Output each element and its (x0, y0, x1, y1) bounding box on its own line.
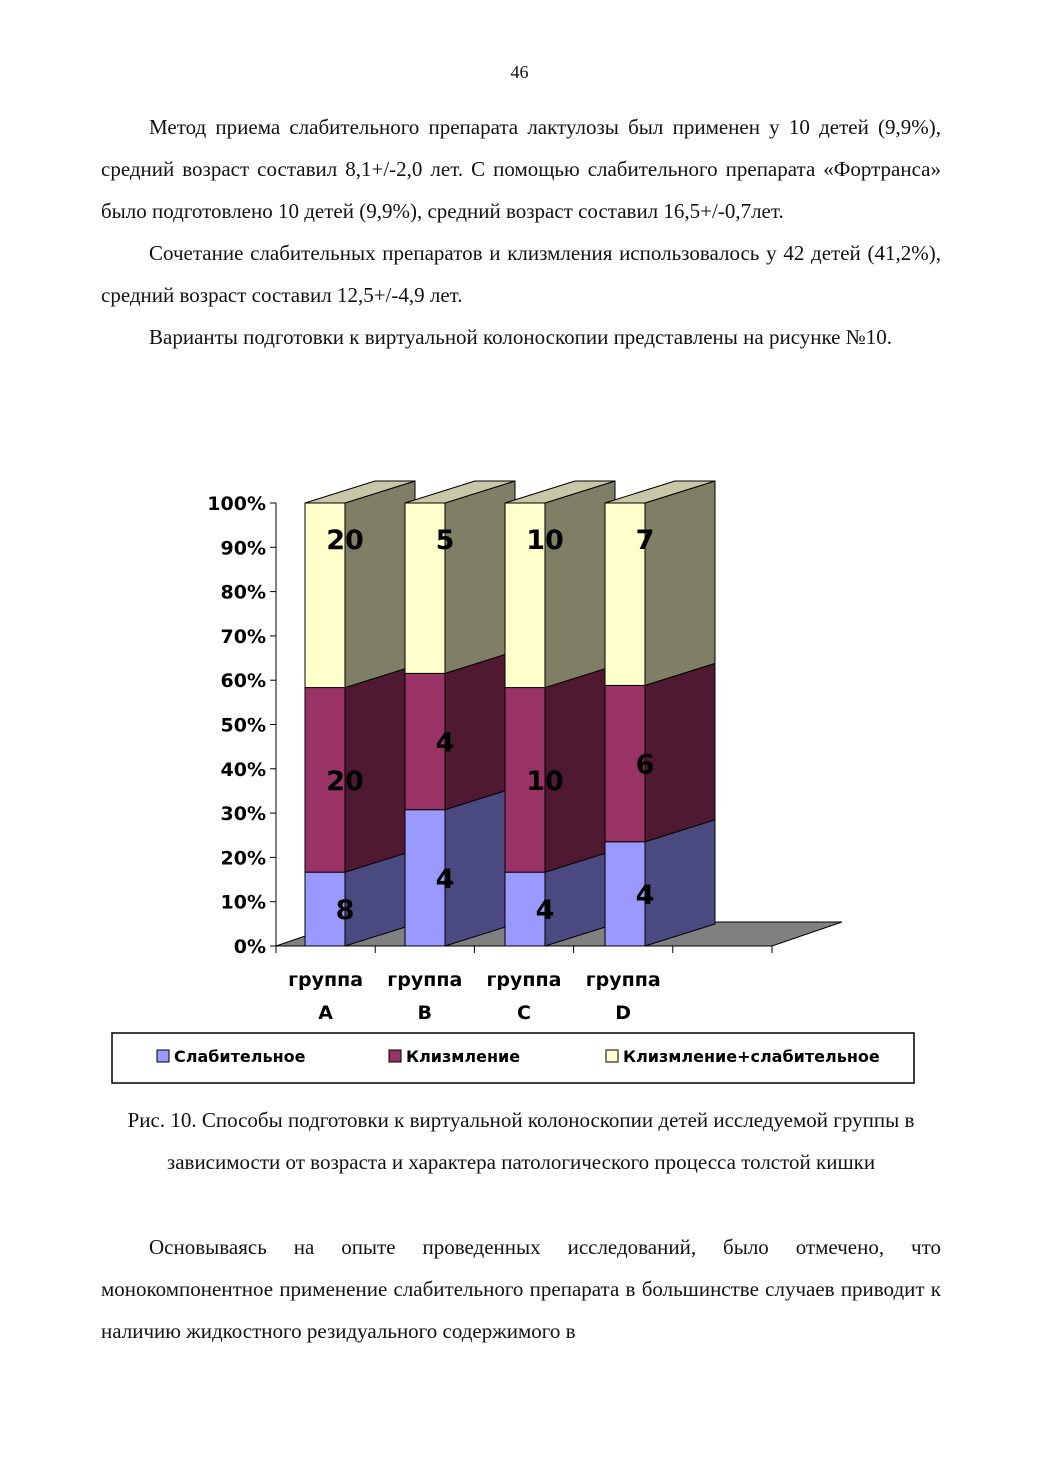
paragraph-figure-reference: Варианты подготовки к виртуальной колоноскопии представлены на рисунке №10. (149, 325, 893, 349)
x-category-label: группа (486, 969, 562, 991)
x-category-label: группа (288, 969, 364, 991)
paragraph-lactulose: Метод приема слабительного препарата лактулозы был применен у 10 детей (9,9%), средний возраст составил 8,1+/-2,0 лет. С помощью слабительного препарата «Фортранса» было подготовлено 10 детей (9,9%), средний возраст составил 16,5+/-0,7лет. (101, 115, 941, 223)
y-tick-label: 70% (220, 625, 266, 648)
y-tick-label: 0% (233, 936, 266, 958)
body-text-bottom (101, 1226, 941, 1352)
data-label: 10 (526, 525, 564, 556)
paragraph-conclusion: Основываясь на опыте проведенных исследований, было отмечено, что монокомпонентное применение слабительного препарата в большинстве случаев приводит к наличию жидкостного резидуального содержимого в (101, 1235, 941, 1343)
data-label: 4 (635, 879, 655, 911)
y-tick-label: 40% (220, 758, 266, 781)
bar-segment-side (645, 663, 715, 841)
y-tick-label: 90% (220, 537, 266, 560)
figure-caption: Рис. 10. Способы подготовки к виртуальной колоноскопии детей исследуемой группы в зависимости от возраста и характера патологического процесса толстой кишки (127, 1108, 915, 1174)
y-tick-label: 30% (220, 803, 266, 826)
y-tick-label: 100% (207, 493, 266, 515)
legend-swatch (389, 1050, 401, 1062)
y-tick-label: 80% (220, 581, 266, 604)
data-label: 4 (535, 895, 555, 927)
data-label: 7 (635, 525, 655, 556)
bar-segment-side (645, 481, 715, 685)
data-label: 6 (635, 749, 655, 781)
data-label: 20 (326, 765, 364, 797)
data-label: 5 (435, 525, 455, 556)
y-tick-label: 10% (220, 891, 266, 914)
x-category-label: C (517, 1002, 531, 1024)
data-label: 10 (526, 765, 564, 797)
data-label: 4 (435, 727, 455, 759)
paragraph-combination: Сочетание слабительных препаратов и клизмления использовалось у 42 детей (41,2%), средний возраст составил 12,5+/-4,9 лет. (101, 241, 941, 307)
y-tick-label: 20% (220, 847, 266, 870)
legend-label: Клизмление (406, 1047, 521, 1066)
x-category-label: группа (387, 969, 463, 991)
y-tick-label: 50% (220, 714, 266, 737)
legend-swatch (606, 1050, 618, 1062)
data-label: 8 (335, 895, 355, 927)
x-category-label: D (615, 1002, 632, 1024)
legend-label: Клизмление+слабительное (623, 1047, 880, 1066)
legend-label: Слабительное (174, 1047, 306, 1066)
y-tick-label: 60% (220, 670, 266, 693)
legend-swatch (157, 1050, 169, 1062)
x-category-label: A (318, 1002, 333, 1024)
data-label: 20 (326, 525, 364, 556)
page-number: 46 (510, 62, 529, 82)
x-category-label: группа (585, 969, 661, 991)
x-category-label: B (417, 1002, 433, 1024)
data-label: 4 (435, 863, 455, 895)
